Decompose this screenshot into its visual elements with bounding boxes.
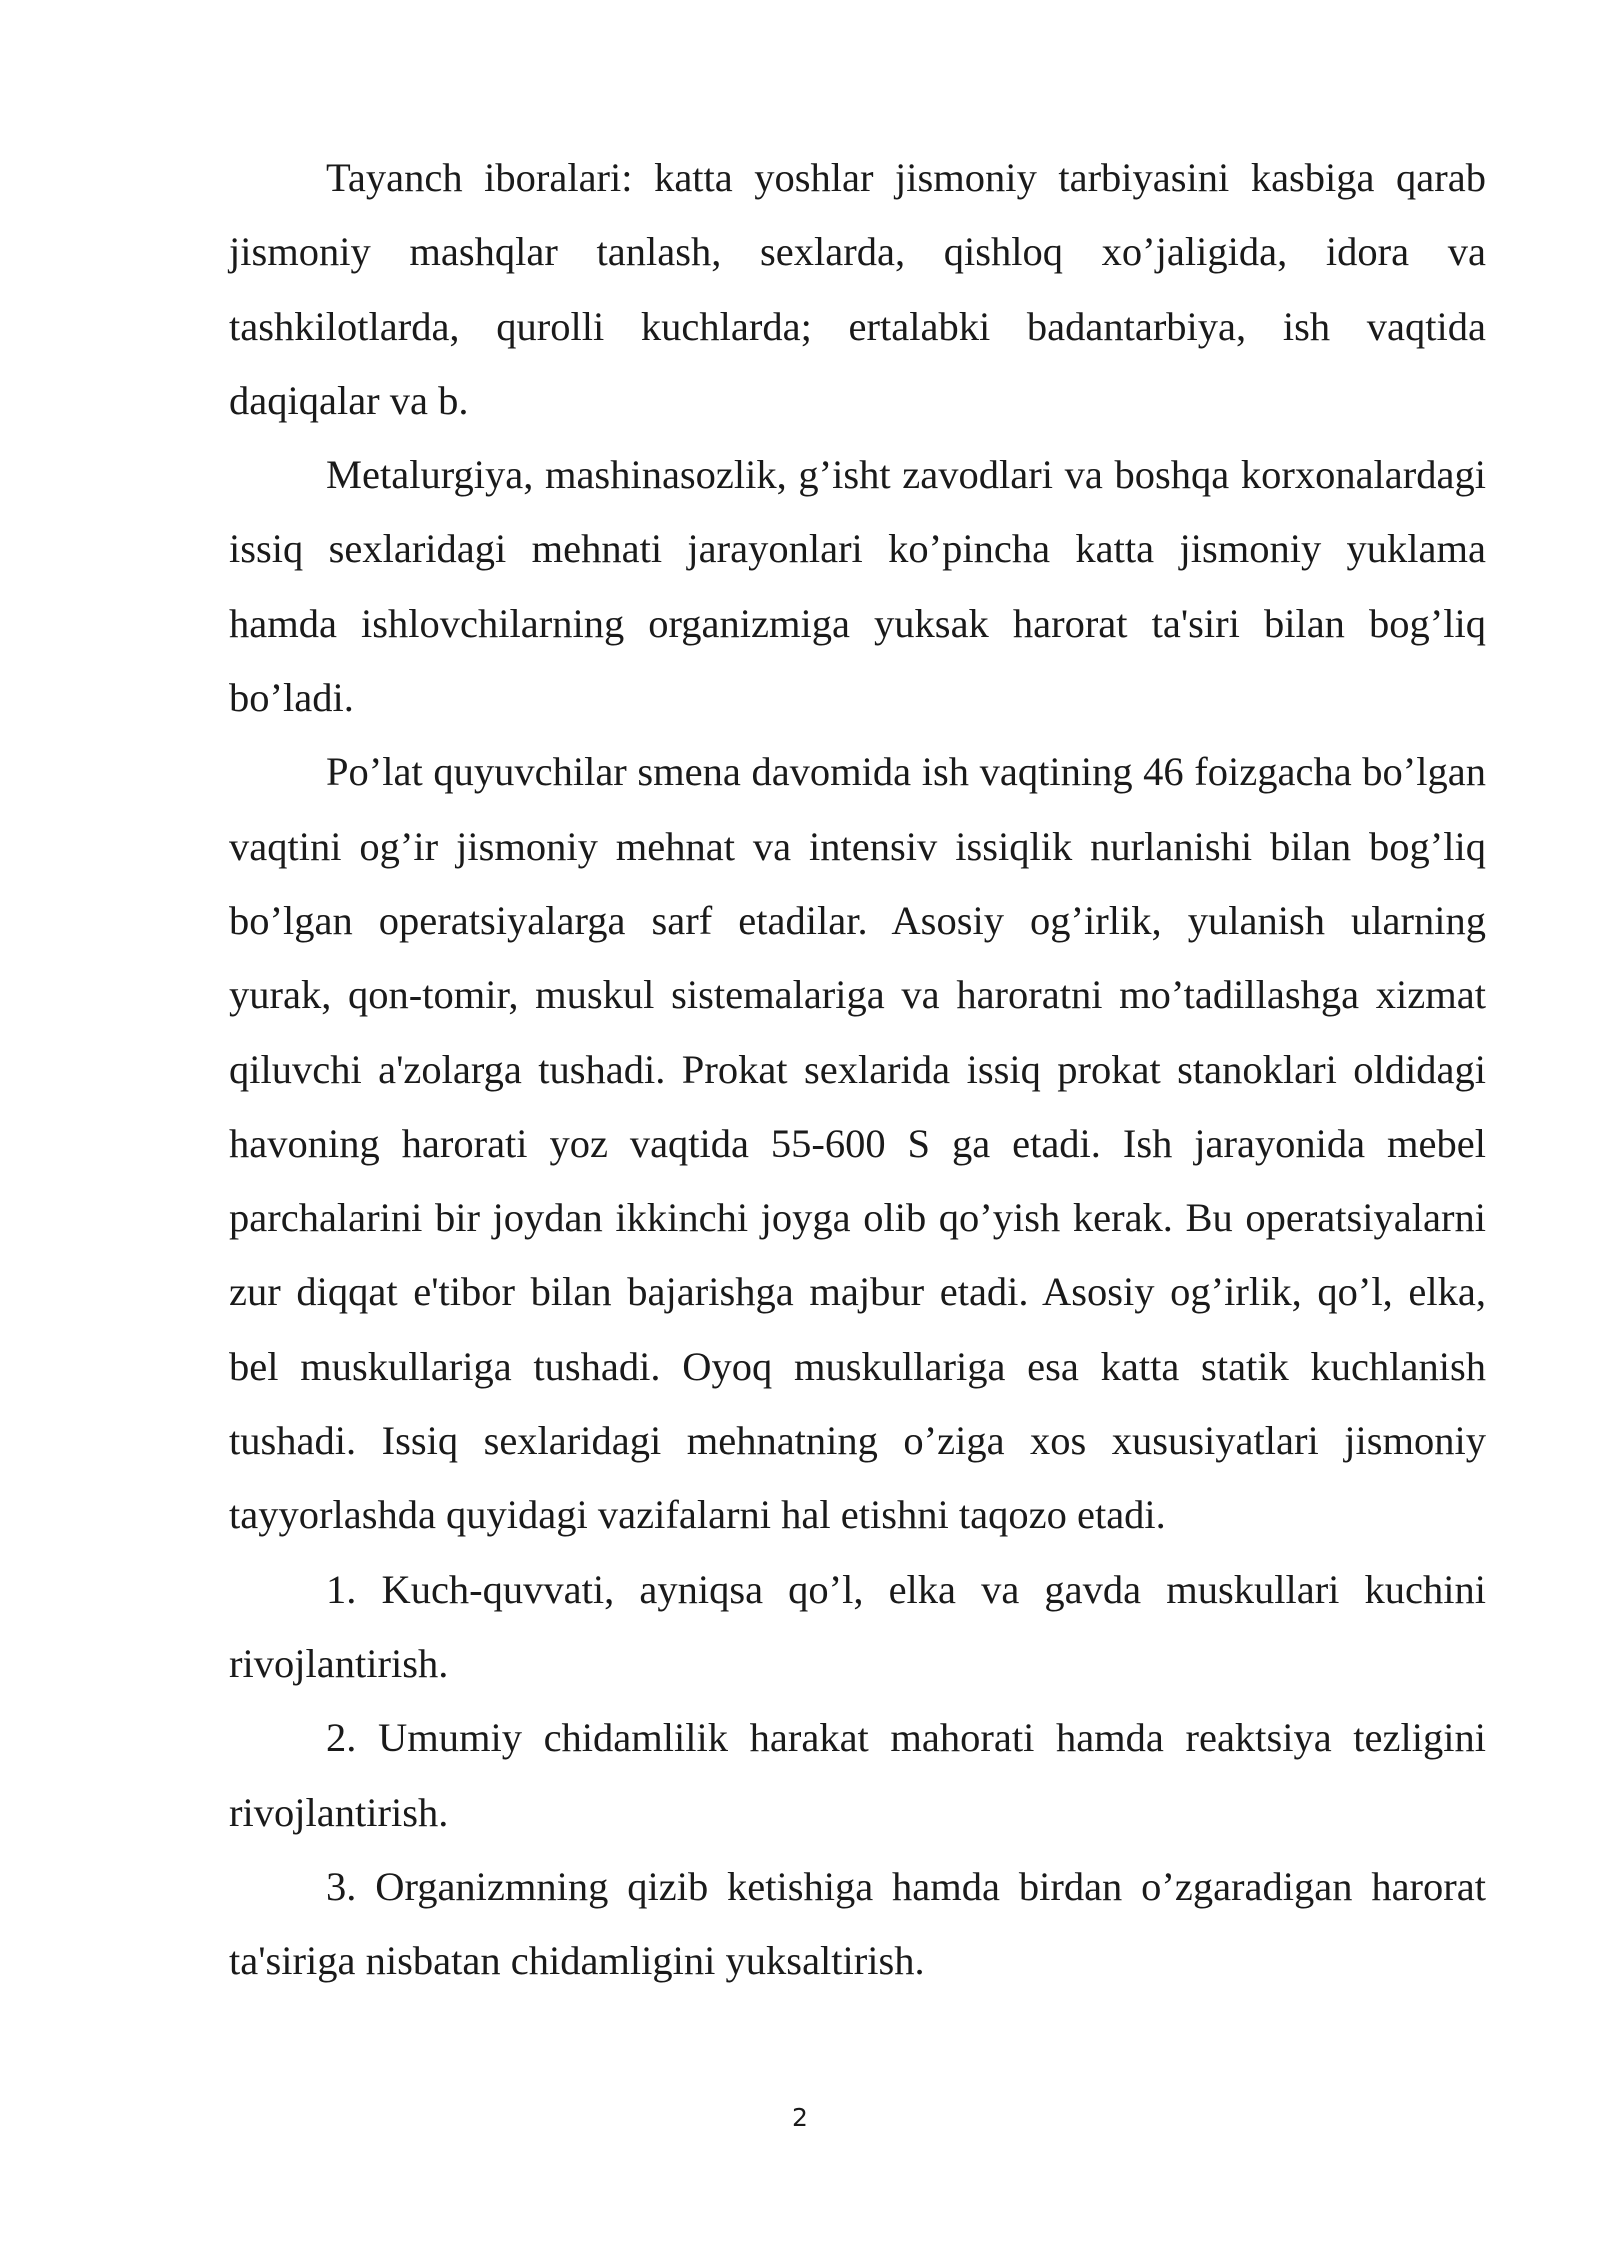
paragraph-metallurgy: Metalurgiya, mashinasozlik, g’isht zavodlari va boshqa korxonalardagi issiq sexlaridagi mehnati jarayonlari ko’pincha katta jismoniy yuklama hamda ishlovchilarning organizmiga yuksak harorat ta'siri bilan bog’liq bo’ladi. <box>229 452 1486 721</box>
list-item-3: 3. Organizmning qizib ketishiga hamda birdan o’zgaradigan harorat ta'siriga nisbatan chidamligini yuksaltirish. <box>229 1863 1486 1984</box>
document-body <box>229 141 1486 1998</box>
page-number: 2 <box>792 2103 808 2132</box>
list-item-1: 1. Kuch-quvvati, ayniqsa qo’l, elka va gavda muskullari kuchini rivojlantirish. <box>229 1566 1486 1686</box>
paragraph-key-phrases: Tayanch iboralari: katta yoshlar jismoniy tarbiyasini kasbiga qarab jismoniy mashqlar tanlash, sexlarda, qishloq xo’jaligida, idora va tashkilotlarda, qurolli kuchlarda; ertalabki badantarbiya, ish vaqtida daqiqalar va b. <box>229 155 1486 423</box>
list-item-2: 2. Umumiy chidamlilik harakat mahorati hamda reaktsiya tezligini rivojlantirish. <box>229 1715 1486 1835</box>
paragraph-steel-casters: Po’lat quyuvchilar smena davomida ish vaqtining 46 foizgacha bo’lgan vaqtini og’ir jismoniy mehnat va intensiv issiqlik nurlanishi bilan bog’liq bo’lgan operatsiyalarga sarf etadilar. Asosiy og’irlik, yulanish ularning yurak, qon-tomir, muskul sistemalariga va haroratni mo’tadillashga xizmat qiluvchi a'zolarga tushadi. Prokat sexlarida issiq prokat stanoklari oldidagi havoning harorati yoz vaqtida 55-600 S ga etadi. Ish jarayonida mebel parchalarini bir joydan ikkinchi joyga olib qo’yish kerak. Bu operatsiyalarni zur diqqat e'tibor bilan bajarishga majbur etadi. Asosiy og’irlik, qo’l, elka, bel muskullariga tushadi. Oyoq muskullariga esa katta statik kuchlanish tushadi. Issiq sexlaridagi mehnatning o’ziga xos xususiyatlari jismoniy tayyorlashda quyidagi vazifalarni hal etishni taqozo etadi. <box>229 749 1486 1538</box>
